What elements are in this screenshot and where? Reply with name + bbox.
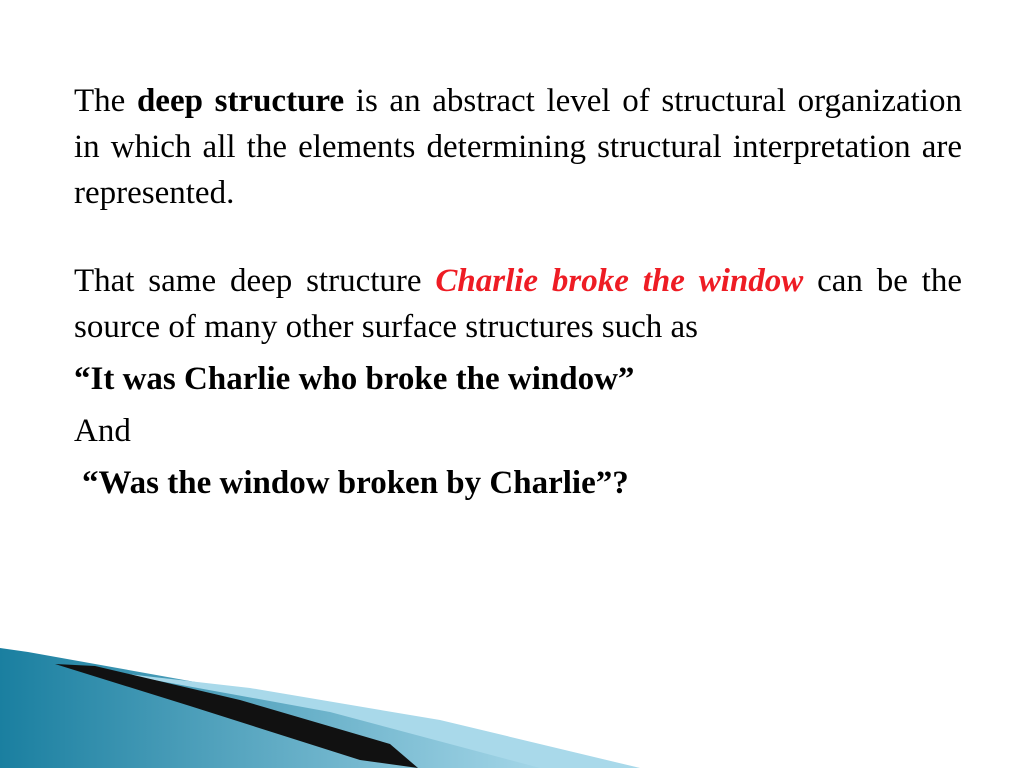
example-quote-passive-question: “Was the window broken by Charlie”? xyxy=(82,465,629,501)
paragraph2-text-start: That same deep structure xyxy=(74,263,436,299)
term-deep-structure: deep structure xyxy=(136,83,345,119)
example-quote-cleft: “It was Charlie who broke the window” xyxy=(74,361,635,397)
paragraph1-text-end: is an abstract level of structural organization in which all the elements determining structural interpretation are represented. xyxy=(74,83,962,211)
example-sentence-emphasis: Charlie broke the window xyxy=(435,263,804,299)
conjunction-and: And xyxy=(74,413,131,449)
paragraph1-text-start: The xyxy=(74,83,137,119)
paragraph2-text-end: can be the source of many other surface structures such as xyxy=(74,263,963,345)
